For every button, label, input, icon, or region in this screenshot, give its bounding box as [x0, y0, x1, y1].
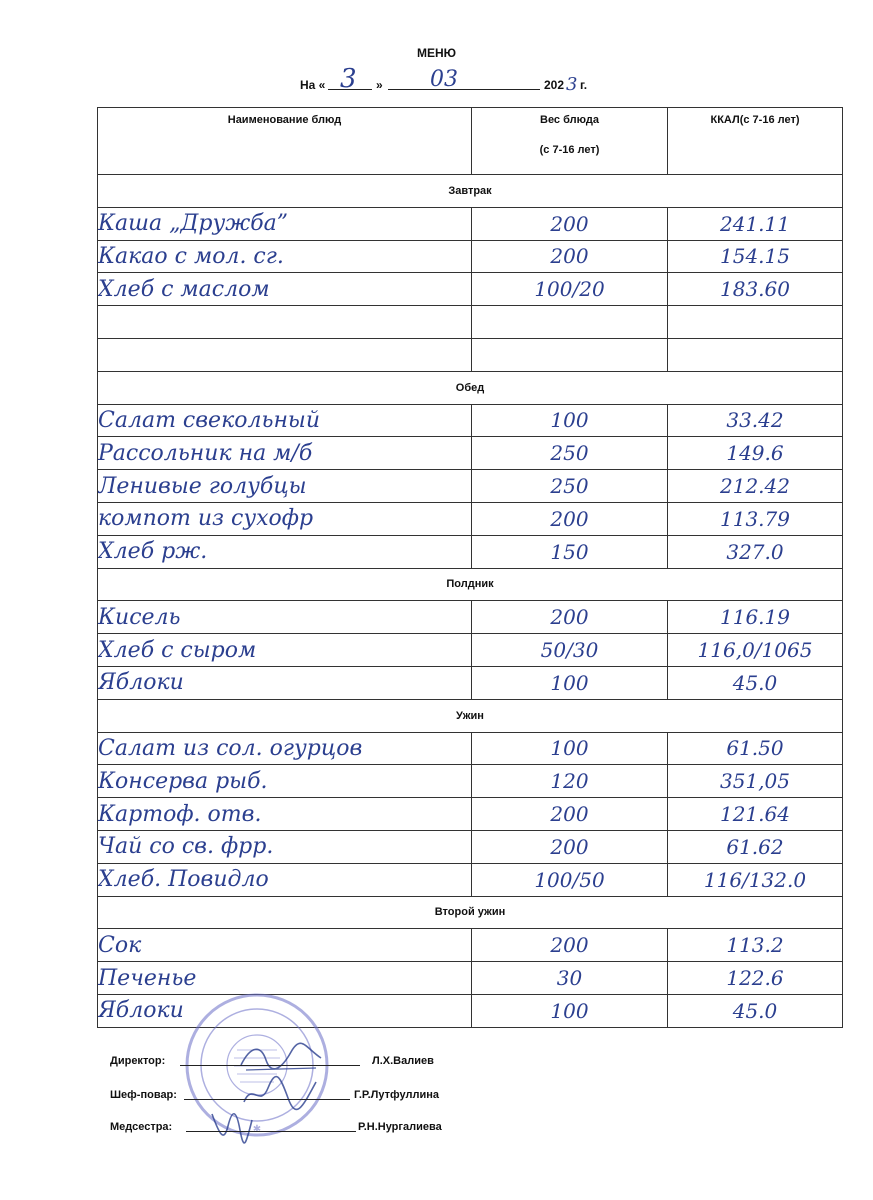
chef-signature-line: [110, 1083, 510, 1103]
table-row: [98, 732, 843, 765]
year-prefix: 202: [544, 78, 565, 92]
director-role: Директор:: [110, 1055, 166, 1067]
table-row: [98, 437, 843, 470]
weight-cell: 200: [472, 601, 668, 634]
weight-cell: 250: [472, 470, 668, 503]
weight-cell: 50/30: [472, 634, 668, 667]
date-line: [300, 64, 620, 94]
kcal-cell: 116,0/1065: [668, 634, 843, 667]
col-weight-line1: Вес блюда: [540, 114, 599, 126]
kcal-cell: 33.42: [668, 404, 843, 437]
dish-cell: Хлеб с сыром: [98, 634, 472, 667]
dish-cell: Какао с мол. сг.: [98, 240, 472, 273]
kcal-cell: 154.15: [668, 240, 843, 273]
weight-cell: 250: [472, 437, 668, 470]
table-row: [98, 240, 843, 273]
weight-cell: 120: [472, 765, 668, 798]
menu-body: [98, 175, 843, 1028]
weight-cell: 200: [472, 502, 668, 535]
table-row: [98, 929, 843, 962]
col-kcal: ККАЛ(с 7-16 лет): [668, 108, 843, 175]
table-row: [98, 634, 843, 667]
col-dish-name: Наименование блюд: [98, 108, 472, 175]
dish-cell: Консерва рыб.: [98, 765, 472, 798]
kcal-cell: 45.0: [668, 994, 843, 1027]
table-row: [98, 863, 843, 896]
weight-cell: 200: [472, 207, 668, 240]
director-underline: [180, 1065, 360, 1066]
year-end: г.: [580, 78, 588, 92]
date-month: 03: [430, 67, 458, 92]
kcal-cell: 351,05: [668, 765, 843, 798]
dish-cell: Салат свекольный: [98, 404, 472, 437]
weight-cell: 100: [472, 404, 668, 437]
director-name: Л.Х.Валиев: [372, 1055, 434, 1067]
section-title: Завтрак: [98, 175, 843, 208]
table-row: [98, 404, 843, 437]
table-row: [98, 535, 843, 568]
kcal-cell: 116/132.0: [668, 863, 843, 896]
kcal-cell: 61.62: [668, 830, 843, 863]
chef-role: Шеф-повар:: [110, 1089, 177, 1101]
dish-cell: Сок: [98, 929, 472, 962]
weight-cell: 150: [472, 535, 668, 568]
dish-cell: Чай со св. фрр.: [98, 830, 472, 863]
weight-cell: 30: [472, 962, 668, 995]
weight-cell: [472, 338, 668, 371]
dish-cell: Яблоки: [98, 994, 472, 1027]
dish-cell: Салат из сол. огурцов: [98, 732, 472, 765]
section-title: Второй ужин: [98, 896, 843, 929]
weight-cell: 100: [472, 732, 668, 765]
kcal-cell: 241.11: [668, 207, 843, 240]
date-quote-close: »: [376, 78, 383, 92]
kcal-cell: 45.0: [668, 666, 843, 699]
section-row: [98, 699, 843, 732]
table-row: [98, 273, 843, 306]
table-row: [98, 502, 843, 535]
weight-cell: 200: [472, 830, 668, 863]
table-row: [98, 207, 843, 240]
page-title: МЕНЮ: [416, 46, 457, 60]
nurse-signature-line: [110, 1115, 510, 1135]
dish-cell: компот из сухофр: [98, 502, 472, 535]
dish-cell: Печенье: [98, 962, 472, 995]
table-row: [98, 601, 843, 634]
table-row: [98, 338, 843, 371]
dish-cell: Картоф. отв.: [98, 798, 472, 831]
nurse-role: Медсестра:: [110, 1121, 173, 1133]
section-row: [98, 371, 843, 404]
kcal-cell: 61.50: [668, 732, 843, 765]
section-row: [98, 896, 843, 929]
section-title: Обед: [98, 371, 843, 404]
kcal-cell: 183.60: [668, 273, 843, 306]
chef-name: Г.Р.Лутфуллина: [354, 1089, 439, 1101]
dish-cell: Каша „Дружба”: [98, 207, 472, 240]
dish-cell: Яблоки: [98, 666, 472, 699]
weight-cell: 100: [472, 994, 668, 1027]
section-title: Ужин: [98, 699, 843, 732]
kcal-cell: 149.6: [668, 437, 843, 470]
kcal-cell: 113.79: [668, 502, 843, 535]
table-row: [98, 470, 843, 503]
table-row: [98, 798, 843, 831]
col-weight-line2: (с 7-16 лет): [539, 144, 600, 156]
kcal-cell: 122.6: [668, 962, 843, 995]
dish-cell: Рассольник на м/б: [98, 437, 472, 470]
year-suffix: 3: [566, 74, 578, 95]
kcal-cell: [668, 338, 843, 371]
table-row: [98, 666, 843, 699]
dish-cell: Кисель: [98, 601, 472, 634]
nurse-name: Р.Н.Нургалиева: [358, 1121, 442, 1133]
section-row: [98, 175, 843, 208]
dish-cell: Ленивые голубцы: [98, 470, 472, 503]
weight-cell: 100: [472, 666, 668, 699]
dish-cell: Хлеб рж.: [98, 535, 472, 568]
kcal-cell: 116.19: [668, 601, 843, 634]
chef-underline: [184, 1099, 350, 1100]
director-signature-line: [110, 1049, 510, 1069]
table-header-row: [98, 108, 843, 175]
table-row: [98, 830, 843, 863]
dish-cell: Хлеб с маслом: [98, 273, 472, 306]
section-row: [98, 568, 843, 601]
dish-cell: Хлеб. Повидло: [98, 863, 472, 896]
dish-cell: [98, 338, 472, 371]
dish-cell: [98, 306, 472, 339]
weight-cell: 100/20: [472, 273, 668, 306]
kcal-cell: 121.64: [668, 798, 843, 831]
weight-cell: 100/50: [472, 863, 668, 896]
menu-table: [97, 107, 843, 1028]
section-title: Полдник: [98, 568, 843, 601]
table-row: [98, 306, 843, 339]
month-underline: [388, 89, 540, 90]
date-day: 3: [340, 64, 357, 94]
col-weight: [472, 108, 668, 175]
nurse-underline: [186, 1131, 356, 1132]
kcal-cell: [668, 306, 843, 339]
weight-cell: 200: [472, 240, 668, 273]
svg-text:✱: ✱: [252, 1124, 262, 1135]
weight-cell: 200: [472, 798, 668, 831]
weight-cell: [472, 306, 668, 339]
date-prefix: На «: [300, 78, 326, 92]
kcal-cell: 327.0: [668, 535, 843, 568]
table-row: [98, 765, 843, 798]
weight-cell: 200: [472, 929, 668, 962]
kcal-cell: 113.2: [668, 929, 843, 962]
kcal-cell: 212.42: [668, 470, 843, 503]
